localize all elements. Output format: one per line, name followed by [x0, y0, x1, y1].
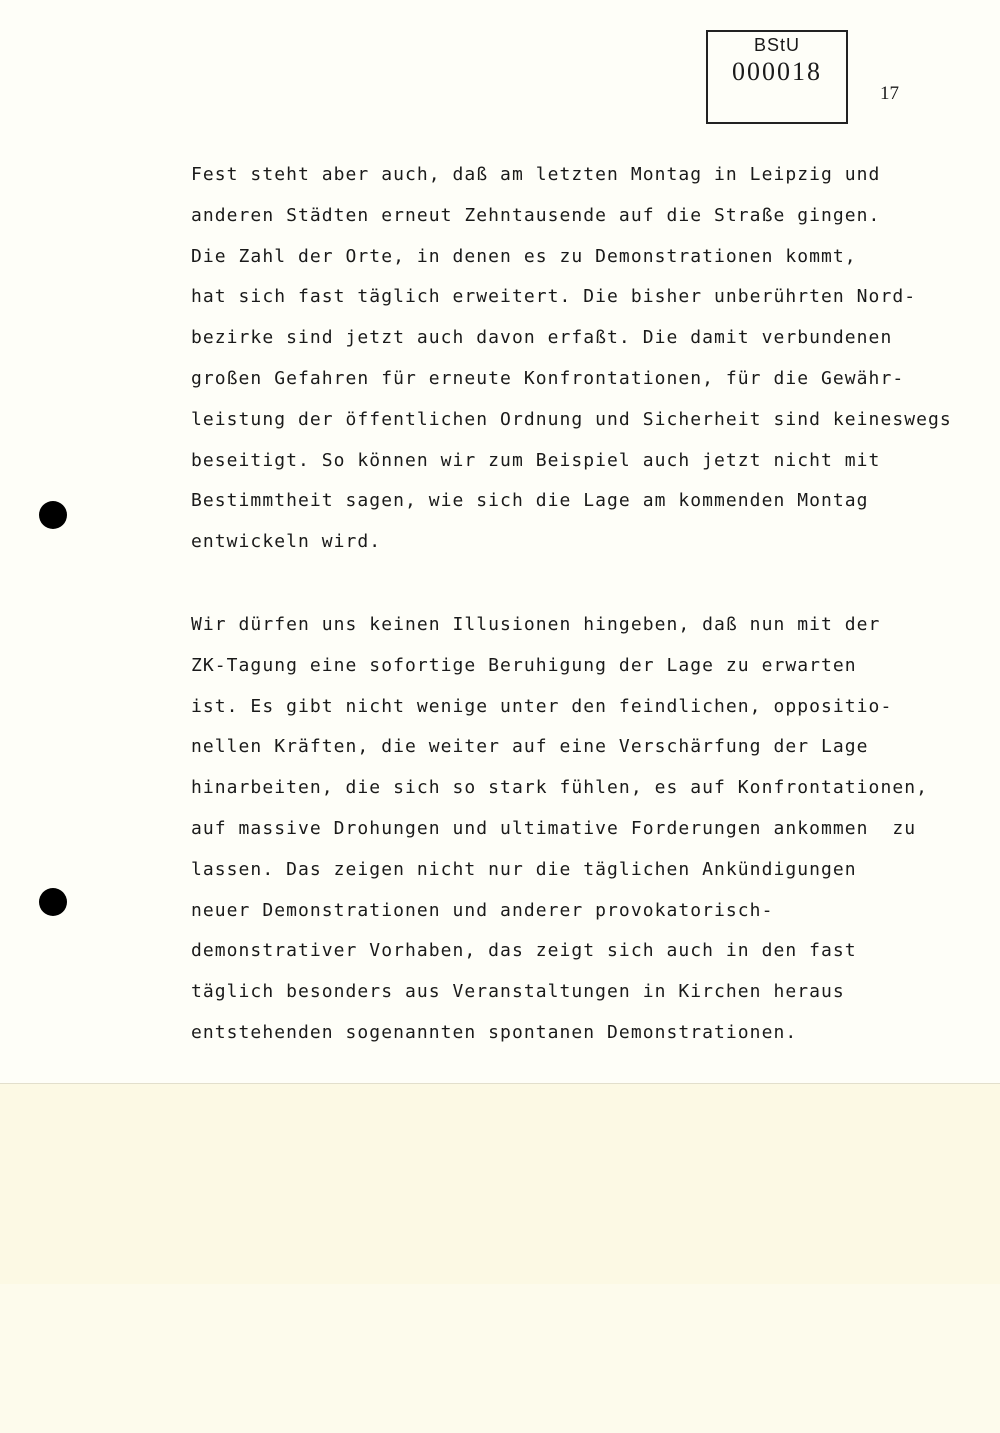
text-line: täglich besonders aus Veranstaltungen in Kirchen heraus: [191, 981, 845, 1003]
paragraph-1: [191, 155, 952, 563]
text-line: entstehenden sogenannten spontanen Demonstrationen.: [191, 1021, 798, 1043]
text-line: großen Gefahren für erneute Konfrontationen, für die Gewähr-: [191, 367, 905, 389]
page-number: 17: [880, 83, 899, 104]
text-line: entwickeln wird.: [191, 531, 382, 553]
text-line: lassen. Das zeigen nicht nur die täglichen Ankündigungen: [191, 858, 857, 880]
text-line: Die Zahl der Orte, in denen es zu Demonstrationen kommt,: [191, 245, 857, 267]
text-line: neuer Demonstrationen und anderer provokatorisch-: [191, 899, 774, 921]
punch-hole-icon: [39, 888, 67, 916]
text-line: anderen Städten erneut Zehntausende auf die Straße gingen.: [191, 204, 881, 226]
text-line: ZK-Tagung eine sofortige Beruhigung der Lage zu erwarten: [191, 654, 857, 676]
text-line: Bestimmtheit sagen, wie sich die Lage am kommenden Montag: [191, 490, 869, 512]
stamp-document-number: 000018: [732, 57, 822, 86]
text-line: nellen Kräften, die weiter auf eine Verschärfung der Lage: [191, 736, 869, 758]
lower-sheet-overlap: [0, 1083, 1000, 1433]
lower-sheet-band: [0, 1084, 1000, 1284]
text-line: leistung der öffentlichen Ordnung und Sicherheit sind keineswegs: [191, 408, 952, 430]
text-line: auf massive Drohungen und ultimative Forderungen ankommen zu: [191, 817, 917, 839]
text-line: Fest steht aber auch, daß am letzten Montag in Leipzig und: [191, 164, 881, 185]
text-line: hat sich fast täglich erweitert. Die bisher unberührten Nord-: [191, 286, 917, 308]
text-line: demonstrativer Vorhaben, das zeigt sich auch in den fast: [191, 940, 857, 962]
text-line: beseitigt. So können wir zum Beispiel auch jetzt nicht mit: [191, 449, 881, 471]
paragraph-2: [191, 605, 928, 1054]
text-line: bezirke sind jetzt auch davon erfaßt. Die damit verbundenen: [191, 327, 893, 349]
punch-hole-icon: [39, 501, 67, 529]
text-line: ist. Es gibt nicht wenige unter den feindlichen, oppositio-: [191, 695, 893, 717]
text-line: Wir dürfen uns keinen Illusionen hingeben, daß nun mit der: [191, 614, 881, 635]
stamp-archive-label: BStU: [753, 35, 800, 55]
archive-stamp: [706, 30, 848, 124]
text-line: hinarbeiten, die sich so stark fühlen, es auf Konfrontationen,: [191, 777, 928, 799]
